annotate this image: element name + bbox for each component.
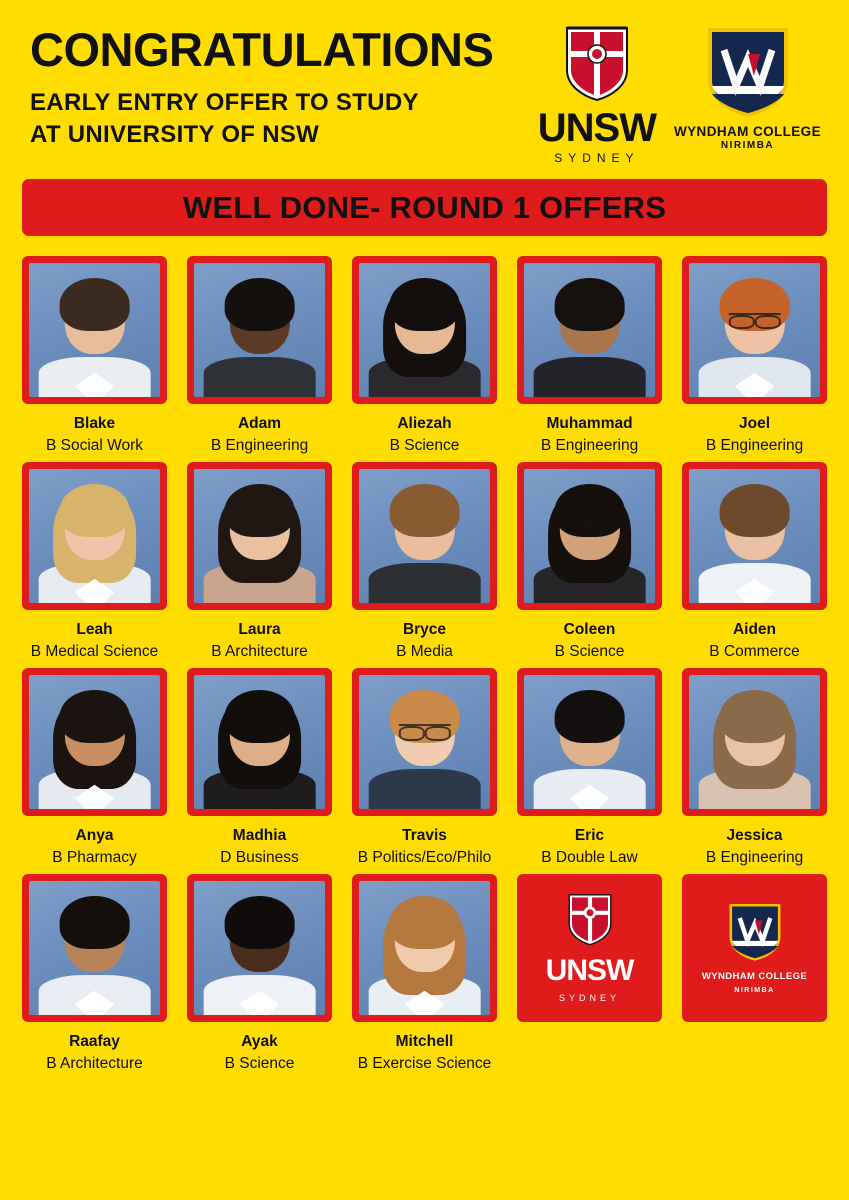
glasses-icon: [728, 313, 780, 325]
student-portrait: [524, 263, 655, 397]
student-name: Madhia: [232, 826, 287, 844]
student-portrait: [689, 675, 820, 809]
wyndham-logo: [674, 24, 821, 151]
student-degree: B Engineering: [540, 437, 639, 455]
student-photo-frame: [682, 462, 827, 610]
student-name: Adam: [237, 415, 282, 432]
student-caption: [396, 619, 453, 664]
unsw-wordmark: UNSW: [537, 106, 656, 150]
student-degree: B Engineering: [705, 437, 804, 455]
student-caption: [52, 825, 136, 870]
wyndham-sublabel: NIRIMBA: [734, 987, 775, 995]
student-card: [352, 256, 497, 458]
student-portrait: [524, 675, 655, 809]
unsw-crest-icon: [561, 24, 633, 102]
student-degree: B Architecture: [211, 643, 308, 661]
student-degree: B Science: [389, 437, 460, 455]
student-caption: [31, 619, 159, 664]
student-card: [352, 668, 497, 870]
student-portrait: [194, 263, 325, 397]
student-caption: [709, 619, 799, 664]
student-portrait: [29, 881, 160, 1015]
page-subtitle: [30, 87, 493, 152]
unsw-logo-tile: [517, 874, 662, 1022]
student-caption: [706, 825, 803, 870]
student-name: Blake: [73, 415, 116, 432]
student-name: Mitchell: [395, 1032, 454, 1050]
student-caption: [390, 413, 460, 458]
student-name: Muhammad: [546, 415, 633, 432]
student-photo-frame: [517, 668, 662, 816]
student-portrait: [29, 263, 160, 397]
student-caption: [46, 413, 143, 458]
student-photo-frame: [22, 256, 167, 404]
student-degree: B Science: [554, 643, 625, 661]
student-name: Bryce: [402, 620, 447, 638]
student-caption: [46, 1031, 143, 1076]
student-degree: B Engineering: [210, 437, 309, 455]
student-name: Aiden: [732, 620, 777, 638]
student-card: [682, 462, 827, 664]
student-name: Raafay: [69, 1032, 120, 1050]
student-name: Laura: [238, 620, 281, 638]
student-photo-frame: [187, 462, 332, 610]
wyndham-name: WYNDHAM COLLEGE: [701, 971, 808, 983]
subtitle-line-2: AT UNIVERSITY OF NSW: [30, 121, 320, 149]
student-portrait: [194, 469, 325, 603]
student-caption: [541, 413, 638, 458]
student-card: [517, 462, 662, 664]
student-card: [517, 256, 662, 458]
logo-group: [538, 22, 827, 165]
student-photo-frame: [187, 874, 332, 1022]
student-card: [352, 462, 497, 664]
student-card: [22, 462, 167, 664]
unsw-sublabel: SYDNEY: [554, 151, 640, 165]
student-name: Ayak: [241, 1032, 278, 1050]
wyndham-logo-tile: [682, 874, 827, 1022]
student-portrait: [689, 263, 820, 397]
student-caption: [706, 413, 803, 458]
glasses-icon: [398, 724, 450, 736]
student-photo-frame: [682, 256, 827, 404]
student-portrait: [194, 675, 325, 809]
student-name: Jessica: [726, 826, 783, 844]
student-card: [352, 874, 497, 1076]
student-portrait: [29, 675, 160, 809]
student-portrait: [359, 675, 490, 809]
student-card: [22, 668, 167, 870]
student-name: Travis: [402, 826, 447, 844]
student-caption: [358, 1031, 492, 1076]
student-degree: B Science: [224, 1055, 295, 1073]
student-degree: B Media: [396, 643, 453, 661]
student-card: [682, 256, 827, 458]
student-name: Eric: [574, 826, 605, 844]
unsw-logo: [538, 24, 656, 165]
status-banner-text: WELL DONE- ROUND 1 OFFERS: [182, 189, 667, 225]
unsw-sublabel: SYDNEY: [558, 993, 620, 1004]
student-card: [682, 668, 827, 870]
student-degree: B Politics/Eco/Philo: [357, 849, 492, 867]
student-card: [187, 668, 332, 870]
footer-logo-card: [682, 874, 827, 1076]
student-card: [187, 874, 332, 1076]
student-name: Joel: [738, 415, 770, 432]
student-degree: B Commerce: [709, 643, 800, 661]
student-degree: B Pharmacy: [52, 849, 137, 867]
student-degree: D Business: [220, 849, 299, 867]
student-photo-frame: [352, 256, 497, 404]
student-caption: [220, 825, 298, 870]
student-photo-frame: [22, 874, 167, 1022]
student-caption: [225, 1031, 295, 1076]
student-portrait: [524, 469, 655, 603]
student-degree: B Double Law: [541, 849, 638, 867]
student-portrait: [359, 881, 490, 1015]
student-name: Coleen: [563, 620, 616, 638]
student-photo-frame: [517, 462, 662, 610]
student-degree: B Architecture: [46, 1055, 143, 1073]
student-portrait: [29, 469, 160, 603]
student-degree: B Social Work: [45, 437, 144, 455]
glasses-icon: [563, 313, 615, 325]
student-grid: [22, 256, 827, 1076]
student-portrait: [359, 263, 490, 397]
header-text-block: [22, 22, 493, 152]
page-title: CONGRATULATIONS: [30, 23, 494, 76]
student-caption: [211, 413, 308, 458]
student-portrait: [359, 469, 490, 603]
student-card: [187, 256, 332, 458]
student-photo-frame: [517, 256, 662, 404]
student-name: Aliezah: [397, 415, 452, 432]
student-portrait: [689, 469, 820, 603]
unsw-wordmark: UNSW: [545, 954, 634, 988]
student-caption: [211, 619, 308, 664]
student-caption: [541, 825, 638, 870]
student-photo-frame: [22, 462, 167, 610]
student-photo-frame: [352, 874, 497, 1022]
glasses-icon: [563, 519, 615, 531]
student-photo-frame: [682, 668, 827, 816]
student-card: [22, 256, 167, 458]
student-portrait: [194, 881, 325, 1015]
student-degree: B Exercise Science: [357, 1055, 492, 1073]
student-degree: B Medical Science: [30, 643, 159, 661]
student-photo-frame: [187, 256, 332, 404]
student-name: Anya: [75, 826, 114, 844]
student-caption: [555, 619, 625, 664]
student-photo-frame: [352, 462, 497, 610]
unsw-crest-icon: [565, 892, 615, 946]
status-banner: [22, 179, 827, 236]
student-card: [22, 874, 167, 1076]
subtitle-line-1: EARLY ENTRY OFFER TO STUDY: [30, 89, 419, 116]
student-photo-frame: [352, 668, 497, 816]
wyndham-sublabel: NIRIMBA: [720, 140, 775, 151]
student-photo-frame: [187, 668, 332, 816]
footer-logo-card: [517, 874, 662, 1076]
student-card: [517, 668, 662, 870]
wyndham-shield-icon: [727, 901, 783, 963]
student-card: [187, 462, 332, 664]
wyndham-shield-icon: [704, 24, 792, 120]
wyndham-name: WYNDHAM COLLEGE: [674, 124, 821, 139]
poster-header: [22, 0, 827, 165]
student-caption: [358, 825, 492, 870]
student-photo-frame: [22, 668, 167, 816]
student-degree: B Engineering: [705, 849, 804, 867]
student-name: Leah: [76, 620, 113, 638]
